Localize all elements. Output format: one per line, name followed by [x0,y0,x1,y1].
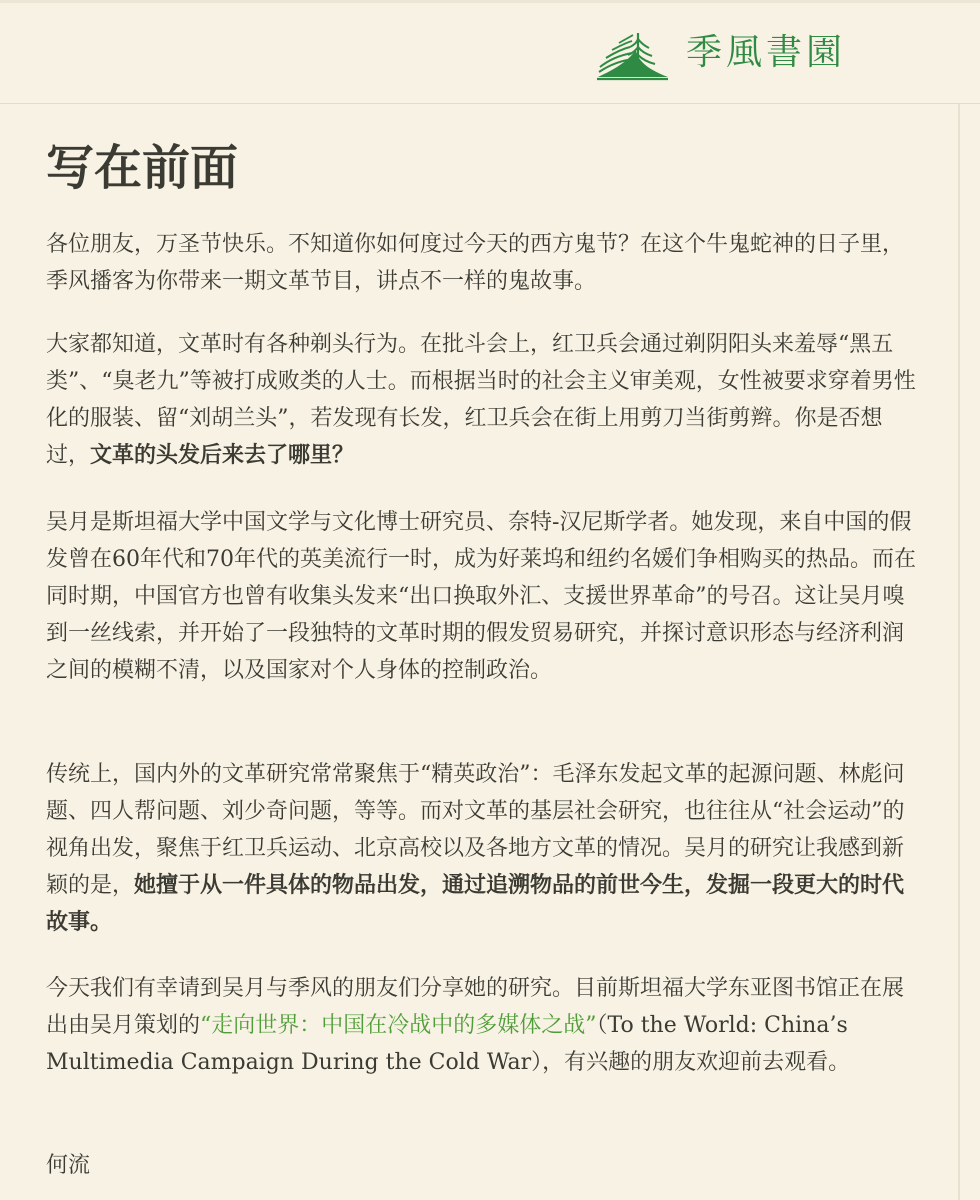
right-divider [958,104,960,1200]
paragraph-text: （To the World: China’s Multimedia Campaign During the Cold War），有兴趣的朋友欢迎前去观看。 [46,1013,851,1075]
site-header [0,0,980,104]
paragraph-emphasis: 她擅于从一件具体的物品出发，通过追溯物品的前世今生，发掘一段更大的时代故事。 [46,872,905,935]
paragraph-text: 今天我们有幸请到吴月与季风的朋友们分享她的研究。目前斯坦福大学东亚图书馆正在展出由吴月策划的 [46,976,905,1038]
article-paragraph-4 [46,756,918,941]
paragraph-text: 各位朋友，万圣节快乐。不知道你如何度过今天的西方鬼节？在这个牛鬼蛇神的日子里，季风播客为你带来一期文革节目，讲点不一样的鬼故事。 [46,232,905,294]
site-logo[interactable] [590,25,846,81]
article-paragraph-5 [46,970,918,1081]
article [46,132,918,1178]
paragraph-text: 吴月是斯坦福大学中国文学与文化博士研究员、奈特-汉尼斯学者。她发现，来自中国的假发曾在60年代和70年代的英美流行一时，成为好莱坞和纽约名媛们争相购买的热品。而在同时期，中国官方也曾有收集头发来“出口换取外汇、支援世界革命”的号召。这让吴月嗅到一丝线索，并开始了一段独特的文革时期的假发贸易研究，并探讨意识形态与经济利润之间的模糊不清，以及国家对个人身体的控制政治。 [46,510,916,683]
author-signature: 何流 [46,1153,91,1178]
paragraph-emphasis: 文革的头发后来去了哪里？ [90,442,355,468]
paragraph-text: 传统上，国内外的文革研究常常聚焦于“精英政治”：毛泽东发起文革的起源问题、林彪问题、四人帮问题、刘少奇问题，等等。而对文革的基层社会研究，也往往从“社会运动”的视角出发，聚焦于红卫兵运动、北京高校以及各地方文革的情况。吴月的研究让我感到新颖的是， [46,762,905,898]
page-title: 写在前面 [46,140,239,196]
article-paragraph-2 [46,326,918,474]
paragraph-text: 大家都知道，文革时有各种剃头行为。在批斗会上，红卫兵会通过剃阴阳头来羞辱“黑五类”、“臭老九”等被打成败类的人士。而根据当时的社会主义审美观，女性被要求穿着男性化的服装、留“刘胡兰头”，若发现有长发，红卫兵会在街上用剪刀当街剪辫。你是否想过， [46,332,916,468]
exhibition-link[interactable]: “走向世界：中国在冷战中的多媒体之战” [200,1013,597,1038]
article-paragraph-3 [46,504,918,689]
logo-wordmark: 季風書園 [686,32,847,73]
article-paragraph-1 [46,226,918,300]
bamboo-logo-icon [590,25,674,81]
